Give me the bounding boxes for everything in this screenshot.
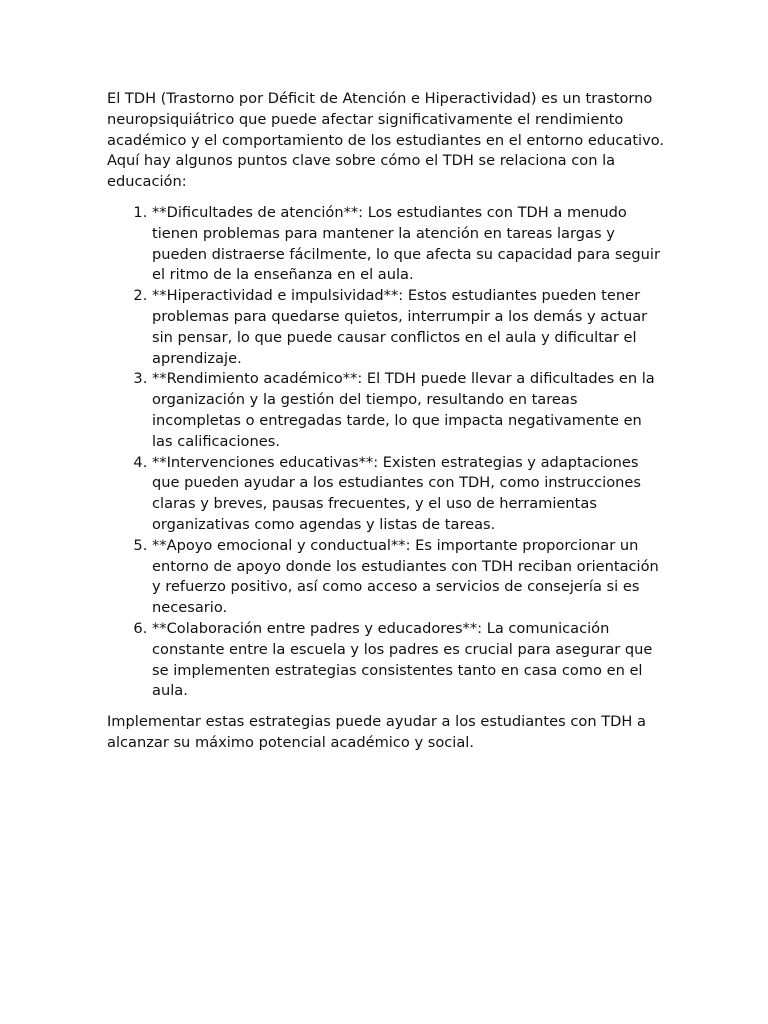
document-page [107,89,667,754]
list-item: 3. **Rendimiento académico**: El TDH puede llevar a dificultades en la organización y la gestión del tiempo, resultando en tareas incompletas o entregadas tarde, lo que impacta negativamente en las calificaciones. [152,369,667,452]
key-points-list [107,203,667,702]
list-item: 2. **Hiperactividad e impulsividad**: Estos estudiantes pueden tener problemas para quedarse quietos, interrumpir a los demás y actuar sin pensar, lo que puede causar conflictos en el aula y dificultar el aprendizaje. [152,286,667,369]
intro-paragraph: El TDH (Trastorno por Déficit de Atención e Hiperactividad) es un trastorno neuropsiquiátrico que puede afectar significativamente el rendimiento académico y el comportamiento de los estudiantes en el entorno educativo. Aquí hay algunos puntos clave sobre cómo el TDH se relaciona con la educación: [107,90,665,191]
list-item: 6. **Colaboración entre padres y educadores**: La comunicación constante entre la escuela y los padres es crucial para asegurar que se implementen estrategias consistentes tanto en casa como en el aula. [152,619,667,702]
closing-paragraph: Implementar estas estrategias puede ayudar a los estudiantes con TDH a alcanzar su máximo potencial académico y social. [107,713,646,751]
list-item: 4. **Intervenciones educativas**: Existen estrategias y adaptaciones que pueden ayudar a los estudiantes con TDH, como instrucciones claras y breves, pausas frecuentes, y el uso de herramientas organizativas como agendas y listas de tareas. [152,453,667,536]
list-item: 5. **Apoyo emocional y conductual**: Es importante proporcionar un entorno de apoyo donde los estudiantes con TDH reciban orientación y refuerzo positivo, así como acceso a servicios de consejería si es necesario. [152,536,667,619]
list-item: 1. **Dificultades de atención**: Los estudiantes con TDH a menudo tienen problemas para mantener la atención en tareas largas y pueden distraerse fácilmente, lo que afecta su capacidad para seguir el ritmo de la enseñanza en el aula. [152,203,667,286]
